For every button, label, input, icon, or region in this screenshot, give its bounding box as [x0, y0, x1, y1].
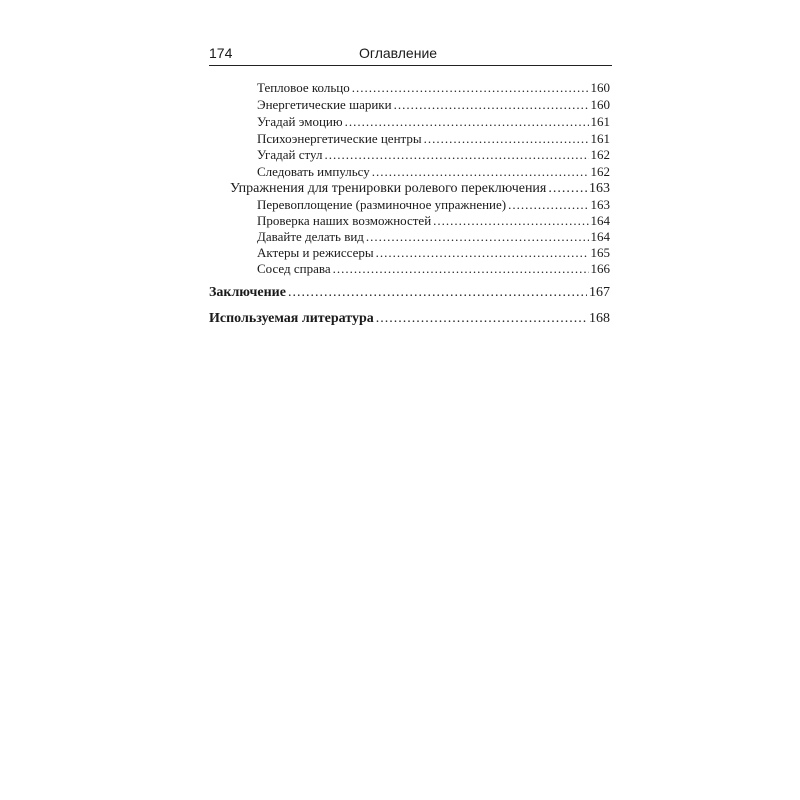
toc-entry-page: 167	[589, 285, 610, 300]
toc-entry-page: 162	[590, 164, 610, 179]
toc-entry-title: Перевоплощение (разминочное упражнение)	[257, 197, 507, 212]
toc-chapter-entry	[209, 310, 610, 328]
toc-leader-dots	[366, 229, 589, 245]
toc-entry	[257, 213, 610, 229]
toc-entry-page: 165	[590, 245, 610, 260]
toc-leader-dots	[324, 147, 588, 163]
toc-leader-dots	[394, 97, 589, 113]
toc-entry-title: Угадай стул	[257, 147, 323, 162]
running-title: Оглавление	[359, 45, 438, 61]
page-number: 174	[209, 45, 233, 61]
toc-section-entry	[230, 180, 610, 197]
toc-entry-page: 161	[590, 114, 610, 129]
toc-chapter-entry	[209, 284, 610, 302]
toc-entry	[257, 164, 610, 180]
toc-entry-title: Заключение	[209, 285, 286, 300]
toc-entry-title: Психоэнергетические центры	[257, 131, 422, 146]
toc-leader-dots	[288, 284, 587, 302]
toc-entry	[257, 261, 610, 277]
toc-entry-page: 163	[590, 197, 610, 212]
toc-leader-dots	[433, 213, 588, 229]
toc-entry-page: 162	[590, 147, 610, 162]
toc-entry	[257, 197, 610, 213]
toc-leader-dots	[376, 245, 589, 261]
toc-entry	[257, 245, 610, 261]
toc-leader-dots	[548, 180, 587, 197]
toc-entry-title: Энергетические шарики	[257, 97, 392, 112]
toc-entry-page: 166	[590, 261, 610, 276]
toc-entry	[257, 80, 610, 96]
toc-entry-title: Проверка наших возможностей	[257, 213, 432, 228]
toc-entry-title: Давайте делать вид	[257, 229, 364, 244]
toc-leader-dots	[352, 80, 589, 96]
toc-entry	[257, 131, 610, 147]
toc-entry-title: Упражнения для тренировки ролевого переключения	[230, 181, 547, 196]
toc-entry-page: 164	[590, 213, 610, 228]
toc-entry-title: Используемая литература	[209, 311, 374, 326]
toc-entry-title: Тепловое кольцо	[257, 80, 350, 95]
header-rule	[209, 65, 612, 66]
toc-entry-page: 161	[590, 131, 610, 146]
toc-entry	[257, 97, 610, 113]
toc-entry-title: Сосед справа	[257, 261, 331, 276]
toc-entry-page: 160	[590, 80, 610, 95]
toc-entry-page: 163	[589, 181, 610, 196]
toc-leader-dots	[424, 131, 589, 147]
toc-leader-dots	[372, 164, 589, 180]
toc-entry-title: Угадай эмоцию	[257, 114, 343, 129]
toc-entry	[257, 114, 610, 130]
toc-leader-dots	[345, 114, 589, 130]
toc-entry	[257, 147, 610, 163]
toc-entry-title: Следовать импульсу	[257, 164, 370, 179]
toc-leader-dots	[333, 261, 589, 277]
page-header	[209, 44, 612, 66]
toc-leader-dots	[508, 197, 588, 213]
toc-leader-dots	[376, 310, 587, 328]
toc-entry-page: 168	[589, 311, 610, 326]
toc-entry-title: Актеры и режиссеры	[257, 245, 374, 260]
toc-entry-page: 164	[590, 229, 610, 244]
toc-entry-page: 160	[590, 97, 610, 112]
toc-entry	[257, 229, 610, 245]
